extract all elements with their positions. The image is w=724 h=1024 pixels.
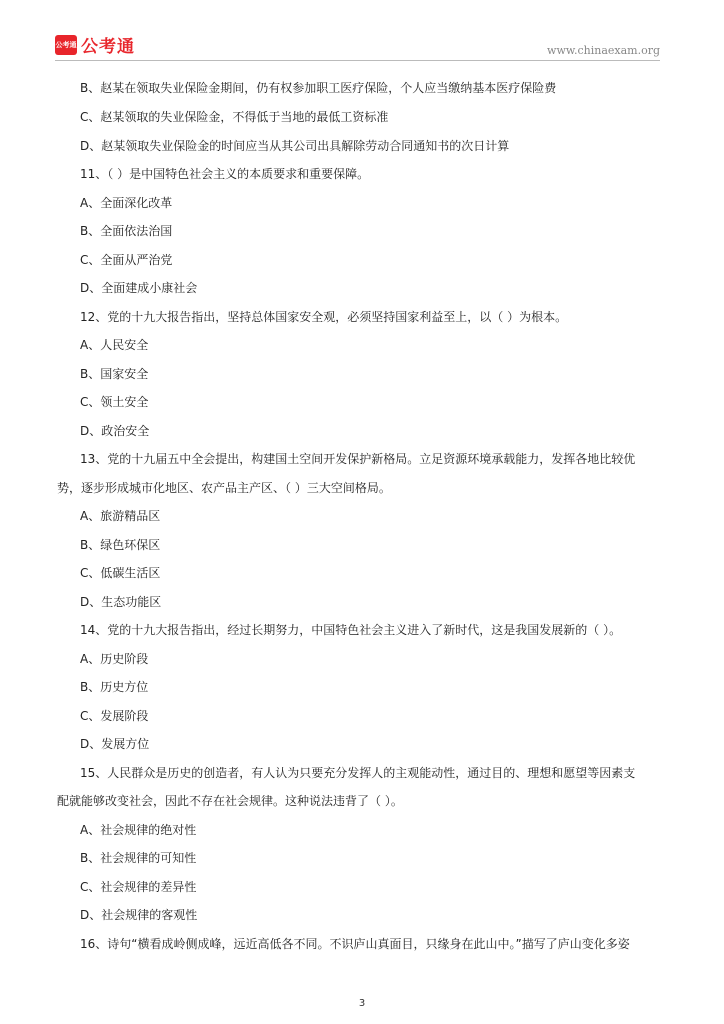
q13-option-c: C、低碳生活区	[80, 566, 161, 580]
q13-option-b: B、绿色环保区	[80, 538, 161, 552]
q12-option-b: B、国家安全	[80, 367, 149, 381]
q14-option-a: A、历史阶段	[80, 652, 149, 666]
q15-option-b: B、社会规律的可知性	[80, 851, 197, 865]
q13-option-d: D、生态功能区	[80, 595, 162, 609]
question-12: 12、党的十九大报告指出，坚持总体国家安全观，必须坚持国家利益至上，以（ ）为根本。	[80, 310, 568, 324]
q15-option-a: A、社会规律的绝对性	[80, 823, 197, 837]
question-16: 16、诗句“横看成岭侧成峰，远近高低各不同。不识庐山真面目，只缘身在此山中。”描写了庐山变化多姿	[80, 937, 630, 951]
q15-option-d: D、社会规律的客观性	[80, 908, 198, 922]
question-14: 14、党的十九大报告指出，经过长期努力，中国特色社会主义进入了新时代，这是我国发展新的（ ）。	[80, 623, 622, 637]
option-d-text: D、赵某领取失业保险金的时间应当从其公司出具解除劳动合同通知书的次日计算	[80, 139, 510, 153]
site-url[interactable]: www.chinaexam.org	[547, 44, 660, 57]
option-c-text: C、赵某领取的失业保险金，不得低于当地的最低工资标准	[80, 110, 389, 124]
q14-option-d: D、发展方位	[80, 737, 150, 751]
q11-option-a: A、全面深化改革	[80, 196, 173, 210]
question-13: 13、党的十九届五中全会提出，构建国土空间开发保护新格局。立足资源环境承载能力，发挥各地比较优	[80, 452, 636, 466]
page-number: 3	[358, 998, 366, 1009]
question-15-continued: 配就能够改变社会，因此不存在社会规律。这种说法违背了（ ）。	[57, 794, 403, 808]
q11-option-d: D、全面建成小康社会	[80, 281, 198, 295]
q12-option-a: A、人民安全	[80, 338, 149, 352]
question-15: 15、人民群众是历史的创造者，有人认为只要充分发挥人的主观能动性，通过目的、理想和愿望等因素支	[80, 766, 636, 780]
q15-option-c: C、社会规律的差异性	[80, 880, 197, 894]
logo-badge-icon: 公考通	[55, 35, 77, 55]
q11-option-b: B、全面依法治国	[80, 224, 173, 238]
question-13-continued: 势，逐步形成城市化地区、农产品主产区、（ ）三大空间格局。	[57, 481, 391, 495]
q14-option-b: B、历史方位	[80, 680, 149, 694]
q11-option-c: C、全面从严治党	[80, 253, 173, 267]
q13-option-a: A、旅游精品区	[80, 509, 161, 523]
q12-option-d: D、政治安全	[80, 424, 150, 438]
logo-text: 公考通	[81, 37, 135, 57]
question-11: 11、（ ）是中国特色社会主义的本质要求和重要保障。	[80, 167, 370, 181]
q12-option-c: C、领土安全	[80, 395, 149, 409]
q14-option-c: C、发展阶段	[80, 709, 149, 723]
option-b-text: B、赵某在领取失业保险金期间，仍有权参加职工医疗保险，个人应当缴纳基本医疗保险费	[80, 81, 557, 95]
